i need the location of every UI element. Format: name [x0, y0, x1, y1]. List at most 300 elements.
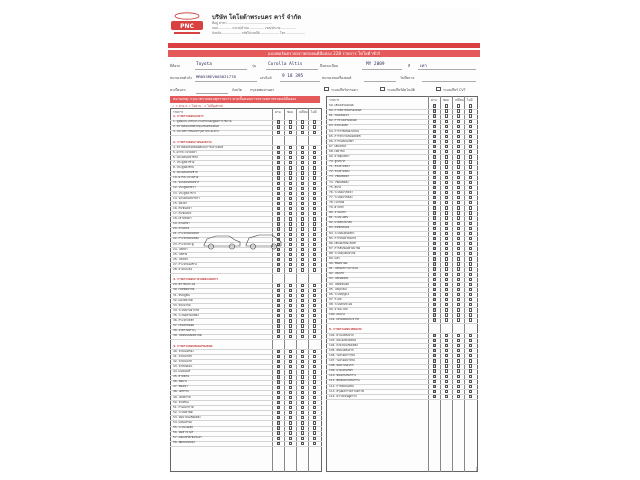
- pass-checkbox[interactable]: [433, 114, 436, 117]
- na-checkbox[interactable]: [313, 391, 316, 394]
- replace-checkbox[interactable]: [301, 442, 304, 445]
- replace-checkbox[interactable]: [457, 130, 460, 133]
- na-checkbox[interactable]: [469, 308, 472, 311]
- repair-checkbox[interactable]: [289, 304, 292, 307]
- pass-checkbox[interactable]: [277, 411, 280, 414]
- year-value[interactable]: MY 2009: [366, 62, 385, 67]
- pass-checkbox[interactable]: [277, 187, 280, 190]
- na-checkbox[interactable]: [313, 146, 316, 149]
- replace-checkbox[interactable]: [457, 140, 460, 143]
- replace-checkbox[interactable]: [457, 247, 460, 250]
- na-checkbox[interactable]: [469, 196, 472, 199]
- na-checkbox[interactable]: [469, 262, 472, 265]
- repair-checkbox[interactable]: [289, 289, 292, 292]
- repair-checkbox[interactable]: [445, 359, 448, 362]
- na-checkbox[interactable]: [313, 309, 316, 312]
- replace-checkbox[interactable]: [301, 350, 304, 353]
- repair-checkbox[interactable]: [289, 299, 292, 302]
- replace-checkbox[interactable]: [301, 421, 304, 424]
- na-checkbox[interactable]: [469, 354, 472, 357]
- pass-checkbox[interactable]: [433, 211, 436, 214]
- na-checkbox[interactable]: [313, 243, 316, 246]
- replace-checkbox[interactable]: [301, 396, 304, 399]
- replace-checkbox[interactable]: [457, 369, 460, 372]
- pass-checkbox[interactable]: [433, 186, 436, 189]
- na-checkbox[interactable]: [469, 135, 472, 138]
- replace-checkbox[interactable]: [301, 380, 304, 383]
- replace-checkbox[interactable]: [457, 395, 460, 398]
- na-checkbox[interactable]: [469, 216, 472, 219]
- repair-checkbox[interactable]: [289, 238, 292, 241]
- repair-checkbox[interactable]: [445, 385, 448, 388]
- chassis-value[interactable]: MR053REV003021778: [196, 74, 236, 79]
- na-checkbox[interactable]: [469, 303, 472, 306]
- repair-checkbox[interactable]: [445, 349, 448, 352]
- na-checkbox[interactable]: [313, 442, 316, 445]
- pass-checkbox[interactable]: [277, 335, 280, 338]
- replace-checkbox[interactable]: [301, 370, 304, 373]
- na-checkbox[interactable]: [469, 267, 472, 270]
- pass-checkbox[interactable]: [277, 365, 280, 368]
- pass-checkbox[interactable]: [433, 334, 436, 337]
- na-checkbox[interactable]: [469, 257, 472, 260]
- pass-checkbox[interactable]: [433, 216, 436, 219]
- replace-checkbox[interactable]: [457, 313, 460, 316]
- na-checkbox[interactable]: [313, 396, 316, 399]
- repair-checkbox[interactable]: [289, 125, 292, 128]
- na-checkbox[interactable]: [469, 191, 472, 194]
- pass-checkbox[interactable]: [277, 258, 280, 261]
- pass-checkbox[interactable]: [433, 120, 436, 123]
- pass-checkbox[interactable]: [433, 104, 436, 107]
- pass-checkbox[interactable]: [277, 380, 280, 383]
- pass-checkbox[interactable]: [277, 197, 280, 200]
- replace-checkbox[interactable]: [301, 329, 304, 332]
- repair-checkbox[interactable]: [289, 391, 292, 394]
- pass-checkbox[interactable]: [433, 237, 436, 240]
- na-checkbox[interactable]: [313, 187, 316, 190]
- replace-checkbox[interactable]: [457, 186, 460, 189]
- na-checkbox[interactable]: [469, 359, 472, 362]
- replace-checkbox[interactable]: [457, 283, 460, 286]
- repair-checkbox[interactable]: [445, 375, 448, 378]
- replace-checkbox[interactable]: [301, 120, 304, 123]
- na-checkbox[interactable]: [469, 130, 472, 133]
- na-checkbox[interactable]: [313, 355, 316, 358]
- pass-checkbox[interactable]: [277, 406, 280, 409]
- pass-checkbox[interactable]: [277, 391, 280, 394]
- replace-checkbox[interactable]: [301, 146, 304, 149]
- pass-checkbox[interactable]: [433, 257, 436, 260]
- replace-checkbox[interactable]: [301, 406, 304, 409]
- pass-checkbox[interactable]: [433, 390, 436, 393]
- replace-checkbox[interactable]: [457, 359, 460, 362]
- repair-checkbox[interactable]: [289, 253, 292, 256]
- repair-checkbox[interactable]: [445, 201, 448, 204]
- pass-checkbox[interactable]: [277, 314, 280, 317]
- repair-checkbox[interactable]: [289, 268, 292, 271]
- pass-checkbox[interactable]: [433, 227, 436, 230]
- repair-checkbox[interactable]: [445, 114, 448, 117]
- repair-checkbox[interactable]: [289, 406, 292, 409]
- pass-checkbox[interactable]: [277, 192, 280, 195]
- replace-checkbox[interactable]: [301, 222, 304, 225]
- pass-checkbox[interactable]: [433, 359, 436, 362]
- replace-checkbox[interactable]: [457, 390, 460, 393]
- na-checkbox[interactable]: [469, 222, 472, 225]
- na-checkbox[interactable]: [469, 125, 472, 128]
- replace-checkbox[interactable]: [457, 201, 460, 204]
- na-checkbox[interactable]: [469, 206, 472, 209]
- repair-checkbox[interactable]: [445, 171, 448, 174]
- replace-checkbox[interactable]: [301, 304, 304, 307]
- replace-checkbox[interactable]: [301, 182, 304, 185]
- replace-checkbox[interactable]: [457, 262, 460, 265]
- pass-checkbox[interactable]: [277, 416, 280, 419]
- replace-checkbox[interactable]: [301, 151, 304, 154]
- repair-checkbox[interactable]: [445, 145, 448, 148]
- repair-checkbox[interactable]: [445, 313, 448, 316]
- repair-checkbox[interactable]: [289, 335, 292, 338]
- replace-checkbox[interactable]: [301, 289, 304, 292]
- na-checkbox[interactable]: [313, 156, 316, 159]
- replace-checkbox[interactable]: [301, 125, 304, 128]
- na-checkbox[interactable]: [313, 319, 316, 322]
- na-checkbox[interactable]: [469, 145, 472, 148]
- repair-checkbox[interactable]: [289, 396, 292, 399]
- replace-checkbox[interactable]: [457, 150, 460, 153]
- na-checkbox[interactable]: [313, 284, 316, 287]
- replace-checkbox[interactable]: [457, 171, 460, 174]
- repair-checkbox[interactable]: [289, 176, 292, 179]
- replace-checkbox[interactable]: [457, 109, 460, 112]
- repair-checkbox[interactable]: [445, 125, 448, 128]
- brand-value[interactable]: Toyota: [196, 62, 212, 67]
- repair-checkbox[interactable]: [445, 267, 448, 270]
- na-checkbox[interactable]: [313, 289, 316, 292]
- na-checkbox[interactable]: [313, 222, 316, 225]
- replace-checkbox[interactable]: [457, 252, 460, 255]
- repair-checkbox[interactable]: [445, 216, 448, 219]
- replace-checkbox[interactable]: [301, 401, 304, 404]
- pass-checkbox[interactable]: [433, 318, 436, 321]
- repair-checkbox[interactable]: [289, 222, 292, 225]
- na-checkbox[interactable]: [313, 299, 316, 302]
- na-checkbox[interactable]: [313, 166, 316, 169]
- na-checkbox[interactable]: [313, 227, 316, 230]
- repair-checkbox[interactable]: [289, 156, 292, 159]
- repair-checkbox[interactable]: [445, 278, 448, 281]
- na-checkbox[interactable]: [313, 258, 316, 261]
- repair-checkbox[interactable]: [445, 395, 448, 398]
- pass-checkbox[interactable]: [433, 242, 436, 245]
- na-checkbox[interactable]: [313, 360, 316, 363]
- pass-checkbox[interactable]: [433, 298, 436, 301]
- replace-checkbox[interactable]: [457, 278, 460, 281]
- na-checkbox[interactable]: [313, 401, 316, 404]
- replace-checkbox[interactable]: [457, 293, 460, 296]
- pass-checkbox[interactable]: [433, 252, 436, 255]
- pass-checkbox[interactable]: [433, 191, 436, 194]
- repair-checkbox[interactable]: [289, 166, 292, 169]
- pass-checkbox[interactable]: [433, 140, 436, 143]
- replace-checkbox[interactable]: [301, 324, 304, 327]
- repair-checkbox[interactable]: [289, 171, 292, 174]
- replace-checkbox[interactable]: [301, 187, 304, 190]
- repair-checkbox[interactable]: [445, 293, 448, 296]
- repair-checkbox[interactable]: [289, 355, 292, 358]
- replace-checkbox[interactable]: [301, 156, 304, 159]
- na-checkbox[interactable]: [313, 416, 316, 419]
- repair-checkbox[interactable]: [289, 182, 292, 185]
- na-checkbox[interactable]: [469, 114, 472, 117]
- pass-checkbox[interactable]: [433, 385, 436, 388]
- na-checkbox[interactable]: [313, 171, 316, 174]
- replace-checkbox[interactable]: [457, 181, 460, 184]
- replace-checkbox[interactable]: [457, 364, 460, 367]
- pass-checkbox[interactable]: [277, 329, 280, 332]
- replace-checkbox[interactable]: [301, 294, 304, 297]
- repair-checkbox[interactable]: [289, 131, 292, 134]
- repair-checkbox[interactable]: [289, 258, 292, 261]
- pass-checkbox[interactable]: [277, 146, 280, 149]
- pass-checkbox[interactable]: [433, 267, 436, 270]
- pass-checkbox[interactable]: [433, 181, 436, 184]
- repair-checkbox[interactable]: [445, 354, 448, 357]
- na-checkbox[interactable]: [313, 268, 316, 271]
- replace-checkbox[interactable]: [301, 253, 304, 256]
- na-checkbox[interactable]: [469, 278, 472, 281]
- replace-checkbox[interactable]: [301, 309, 304, 312]
- pass-checkbox[interactable]: [277, 217, 280, 220]
- pass-checkbox[interactable]: [433, 380, 436, 383]
- replace-checkbox[interactable]: [457, 267, 460, 270]
- replace-checkbox[interactable]: [301, 171, 304, 174]
- repair-checkbox[interactable]: [289, 350, 292, 353]
- na-checkbox[interactable]: [469, 211, 472, 214]
- repair-checkbox[interactable]: [289, 294, 292, 297]
- replace-checkbox[interactable]: [457, 145, 460, 148]
- replace-checkbox[interactable]: [301, 391, 304, 394]
- replace-checkbox[interactable]: [301, 227, 304, 230]
- pass-checkbox[interactable]: [433, 308, 436, 311]
- repair-checkbox[interactable]: [445, 165, 448, 168]
- repair-checkbox[interactable]: [289, 416, 292, 419]
- pass-checkbox[interactable]: [433, 160, 436, 163]
- pass-checkbox[interactable]: [277, 304, 280, 307]
- pass-checkbox[interactable]: [277, 268, 280, 271]
- na-checkbox[interactable]: [313, 386, 316, 389]
- pass-checkbox[interactable]: [433, 344, 436, 347]
- pass-checkbox[interactable]: [277, 421, 280, 424]
- replace-checkbox[interactable]: [457, 344, 460, 347]
- replace-checkbox[interactable]: [457, 242, 460, 245]
- repair-checkbox[interactable]: [289, 187, 292, 190]
- na-checkbox[interactable]: [313, 233, 316, 236]
- replace-checkbox[interactable]: [301, 314, 304, 317]
- pass-checkbox[interactable]: [433, 247, 436, 250]
- repair-checkbox[interactable]: [445, 318, 448, 321]
- replace-checkbox[interactable]: [301, 335, 304, 338]
- pass-checkbox[interactable]: [433, 232, 436, 235]
- pass-checkbox[interactable]: [277, 207, 280, 210]
- repair-checkbox[interactable]: [445, 196, 448, 199]
- replace-checkbox[interactable]: [301, 248, 304, 251]
- na-checkbox[interactable]: [469, 288, 472, 291]
- pass-checkbox[interactable]: [277, 176, 280, 179]
- repair-checkbox[interactable]: [445, 257, 448, 260]
- na-checkbox[interactable]: [469, 242, 472, 245]
- repair-checkbox[interactable]: [445, 273, 448, 276]
- na-checkbox[interactable]: [313, 370, 316, 373]
- repair-checkbox[interactable]: [445, 130, 448, 133]
- na-checkbox[interactable]: [469, 201, 472, 204]
- repair-checkbox[interactable]: [445, 186, 448, 189]
- repair-checkbox[interactable]: [445, 339, 448, 342]
- na-checkbox[interactable]: [469, 395, 472, 398]
- repair-checkbox[interactable]: [289, 442, 292, 445]
- repair-checkbox[interactable]: [445, 109, 448, 112]
- na-checkbox[interactable]: [469, 109, 472, 112]
- pass-checkbox[interactable]: [277, 401, 280, 404]
- replace-checkbox[interactable]: [457, 380, 460, 383]
- na-checkbox[interactable]: [313, 217, 316, 220]
- repair-checkbox[interactable]: [445, 364, 448, 367]
- repair-checkbox[interactable]: [445, 262, 448, 265]
- na-checkbox[interactable]: [313, 335, 316, 338]
- na-checkbox[interactable]: [469, 186, 472, 189]
- na-checkbox[interactable]: [469, 120, 472, 123]
- na-checkbox[interactable]: [469, 160, 472, 163]
- replace-checkbox[interactable]: [301, 431, 304, 434]
- repair-checkbox[interactable]: [289, 212, 292, 215]
- pass-checkbox[interactable]: [277, 442, 280, 445]
- replace-checkbox[interactable]: [301, 437, 304, 440]
- mileage-value[interactable]: 9 18 395: [282, 74, 304, 79]
- na-checkbox[interactable]: [313, 182, 316, 185]
- na-checkbox[interactable]: [313, 314, 316, 317]
- na-checkbox[interactable]: [469, 344, 472, 347]
- pass-checkbox[interactable]: [277, 299, 280, 302]
- replace-checkbox[interactable]: [301, 207, 304, 210]
- replace-checkbox[interactable]: [301, 386, 304, 389]
- pass-checkbox[interactable]: [277, 386, 280, 389]
- na-checkbox[interactable]: [313, 365, 316, 368]
- pass-checkbox[interactable]: [277, 182, 280, 185]
- repair-checkbox[interactable]: [445, 181, 448, 184]
- na-checkbox[interactable]: [313, 125, 316, 128]
- replace-checkbox[interactable]: [301, 416, 304, 419]
- pass-checkbox[interactable]: [277, 360, 280, 363]
- pass-checkbox[interactable]: [433, 339, 436, 342]
- replace-checkbox[interactable]: [457, 339, 460, 342]
- replace-checkbox[interactable]: [457, 257, 460, 260]
- pass-checkbox[interactable]: [277, 253, 280, 256]
- replace-checkbox[interactable]: [457, 349, 460, 352]
- repair-checkbox[interactable]: [445, 334, 448, 337]
- repair-checkbox[interactable]: [445, 369, 448, 372]
- pass-checkbox[interactable]: [277, 324, 280, 327]
- pass-checkbox[interactable]: [433, 313, 436, 316]
- replace-checkbox[interactable]: [301, 192, 304, 195]
- repair-checkbox[interactable]: [445, 227, 448, 230]
- na-checkbox[interactable]: [469, 339, 472, 342]
- replace-checkbox[interactable]: [301, 375, 304, 378]
- pass-checkbox[interactable]: [433, 196, 436, 199]
- repair-checkbox[interactable]: [289, 284, 292, 287]
- na-checkbox[interactable]: [313, 238, 316, 241]
- pass-checkbox[interactable]: [277, 309, 280, 312]
- replace-checkbox[interactable]: [301, 426, 304, 429]
- pass-checkbox[interactable]: [277, 222, 280, 225]
- na-checkbox[interactable]: [469, 273, 472, 276]
- repair-checkbox[interactable]: [445, 191, 448, 194]
- na-checkbox[interactable]: [469, 176, 472, 179]
- replace-checkbox[interactable]: [301, 197, 304, 200]
- replace-checkbox[interactable]: [301, 355, 304, 358]
- replace-checkbox[interactable]: [457, 120, 460, 123]
- replace-checkbox[interactable]: [301, 131, 304, 134]
- pass-checkbox[interactable]: [277, 120, 280, 123]
- replace-checkbox[interactable]: [457, 160, 460, 163]
- replace-checkbox[interactable]: [457, 165, 460, 168]
- replace-checkbox[interactable]: [457, 303, 460, 306]
- replace-checkbox[interactable]: [457, 155, 460, 158]
- na-checkbox[interactable]: [313, 192, 316, 195]
- repair-checkbox[interactable]: [445, 308, 448, 311]
- repair-checkbox[interactable]: [445, 344, 448, 347]
- pass-checkbox[interactable]: [277, 396, 280, 399]
- repair-checkbox[interactable]: [289, 161, 292, 164]
- repair-checkbox[interactable]: [289, 380, 292, 383]
- replace-checkbox[interactable]: [457, 237, 460, 240]
- replace-checkbox[interactable]: [457, 104, 460, 107]
- repair-checkbox[interactable]: [289, 411, 292, 414]
- pass-checkbox[interactable]: [433, 125, 436, 128]
- replace-checkbox[interactable]: [457, 354, 460, 357]
- replace-checkbox[interactable]: [301, 238, 304, 241]
- pass-checkbox[interactable]: [433, 278, 436, 281]
- repair-checkbox[interactable]: [289, 370, 292, 373]
- pass-checkbox[interactable]: [433, 130, 436, 133]
- repair-checkbox[interactable]: [289, 386, 292, 389]
- replace-checkbox[interactable]: [457, 191, 460, 194]
- na-checkbox[interactable]: [313, 202, 316, 205]
- model-value[interactable]: Corolla Altis: [268, 62, 303, 67]
- repair-checkbox[interactable]: [289, 401, 292, 404]
- replace-checkbox[interactable]: [301, 258, 304, 261]
- repair-checkbox[interactable]: [445, 252, 448, 255]
- repair-checkbox[interactable]: [445, 150, 448, 153]
- pass-checkbox[interactable]: [277, 294, 280, 297]
- pass-checkbox[interactable]: [277, 171, 280, 174]
- pass-checkbox[interactable]: [433, 262, 436, 265]
- na-checkbox[interactable]: [469, 283, 472, 286]
- repair-checkbox[interactable]: [289, 227, 292, 230]
- repair-checkbox[interactable]: [289, 146, 292, 149]
- replace-checkbox[interactable]: [457, 196, 460, 199]
- na-checkbox[interactable]: [469, 232, 472, 235]
- repair-checkbox[interactable]: [445, 140, 448, 143]
- repair-checkbox[interactable]: [445, 247, 448, 250]
- replace-checkbox[interactable]: [301, 161, 304, 164]
- repair-checkbox[interactable]: [445, 135, 448, 138]
- pass-checkbox[interactable]: [433, 206, 436, 209]
- repair-checkbox[interactable]: [445, 232, 448, 235]
- repair-checkbox[interactable]: [289, 360, 292, 363]
- repair-checkbox[interactable]: [445, 288, 448, 291]
- replace-checkbox[interactable]: [301, 233, 304, 236]
